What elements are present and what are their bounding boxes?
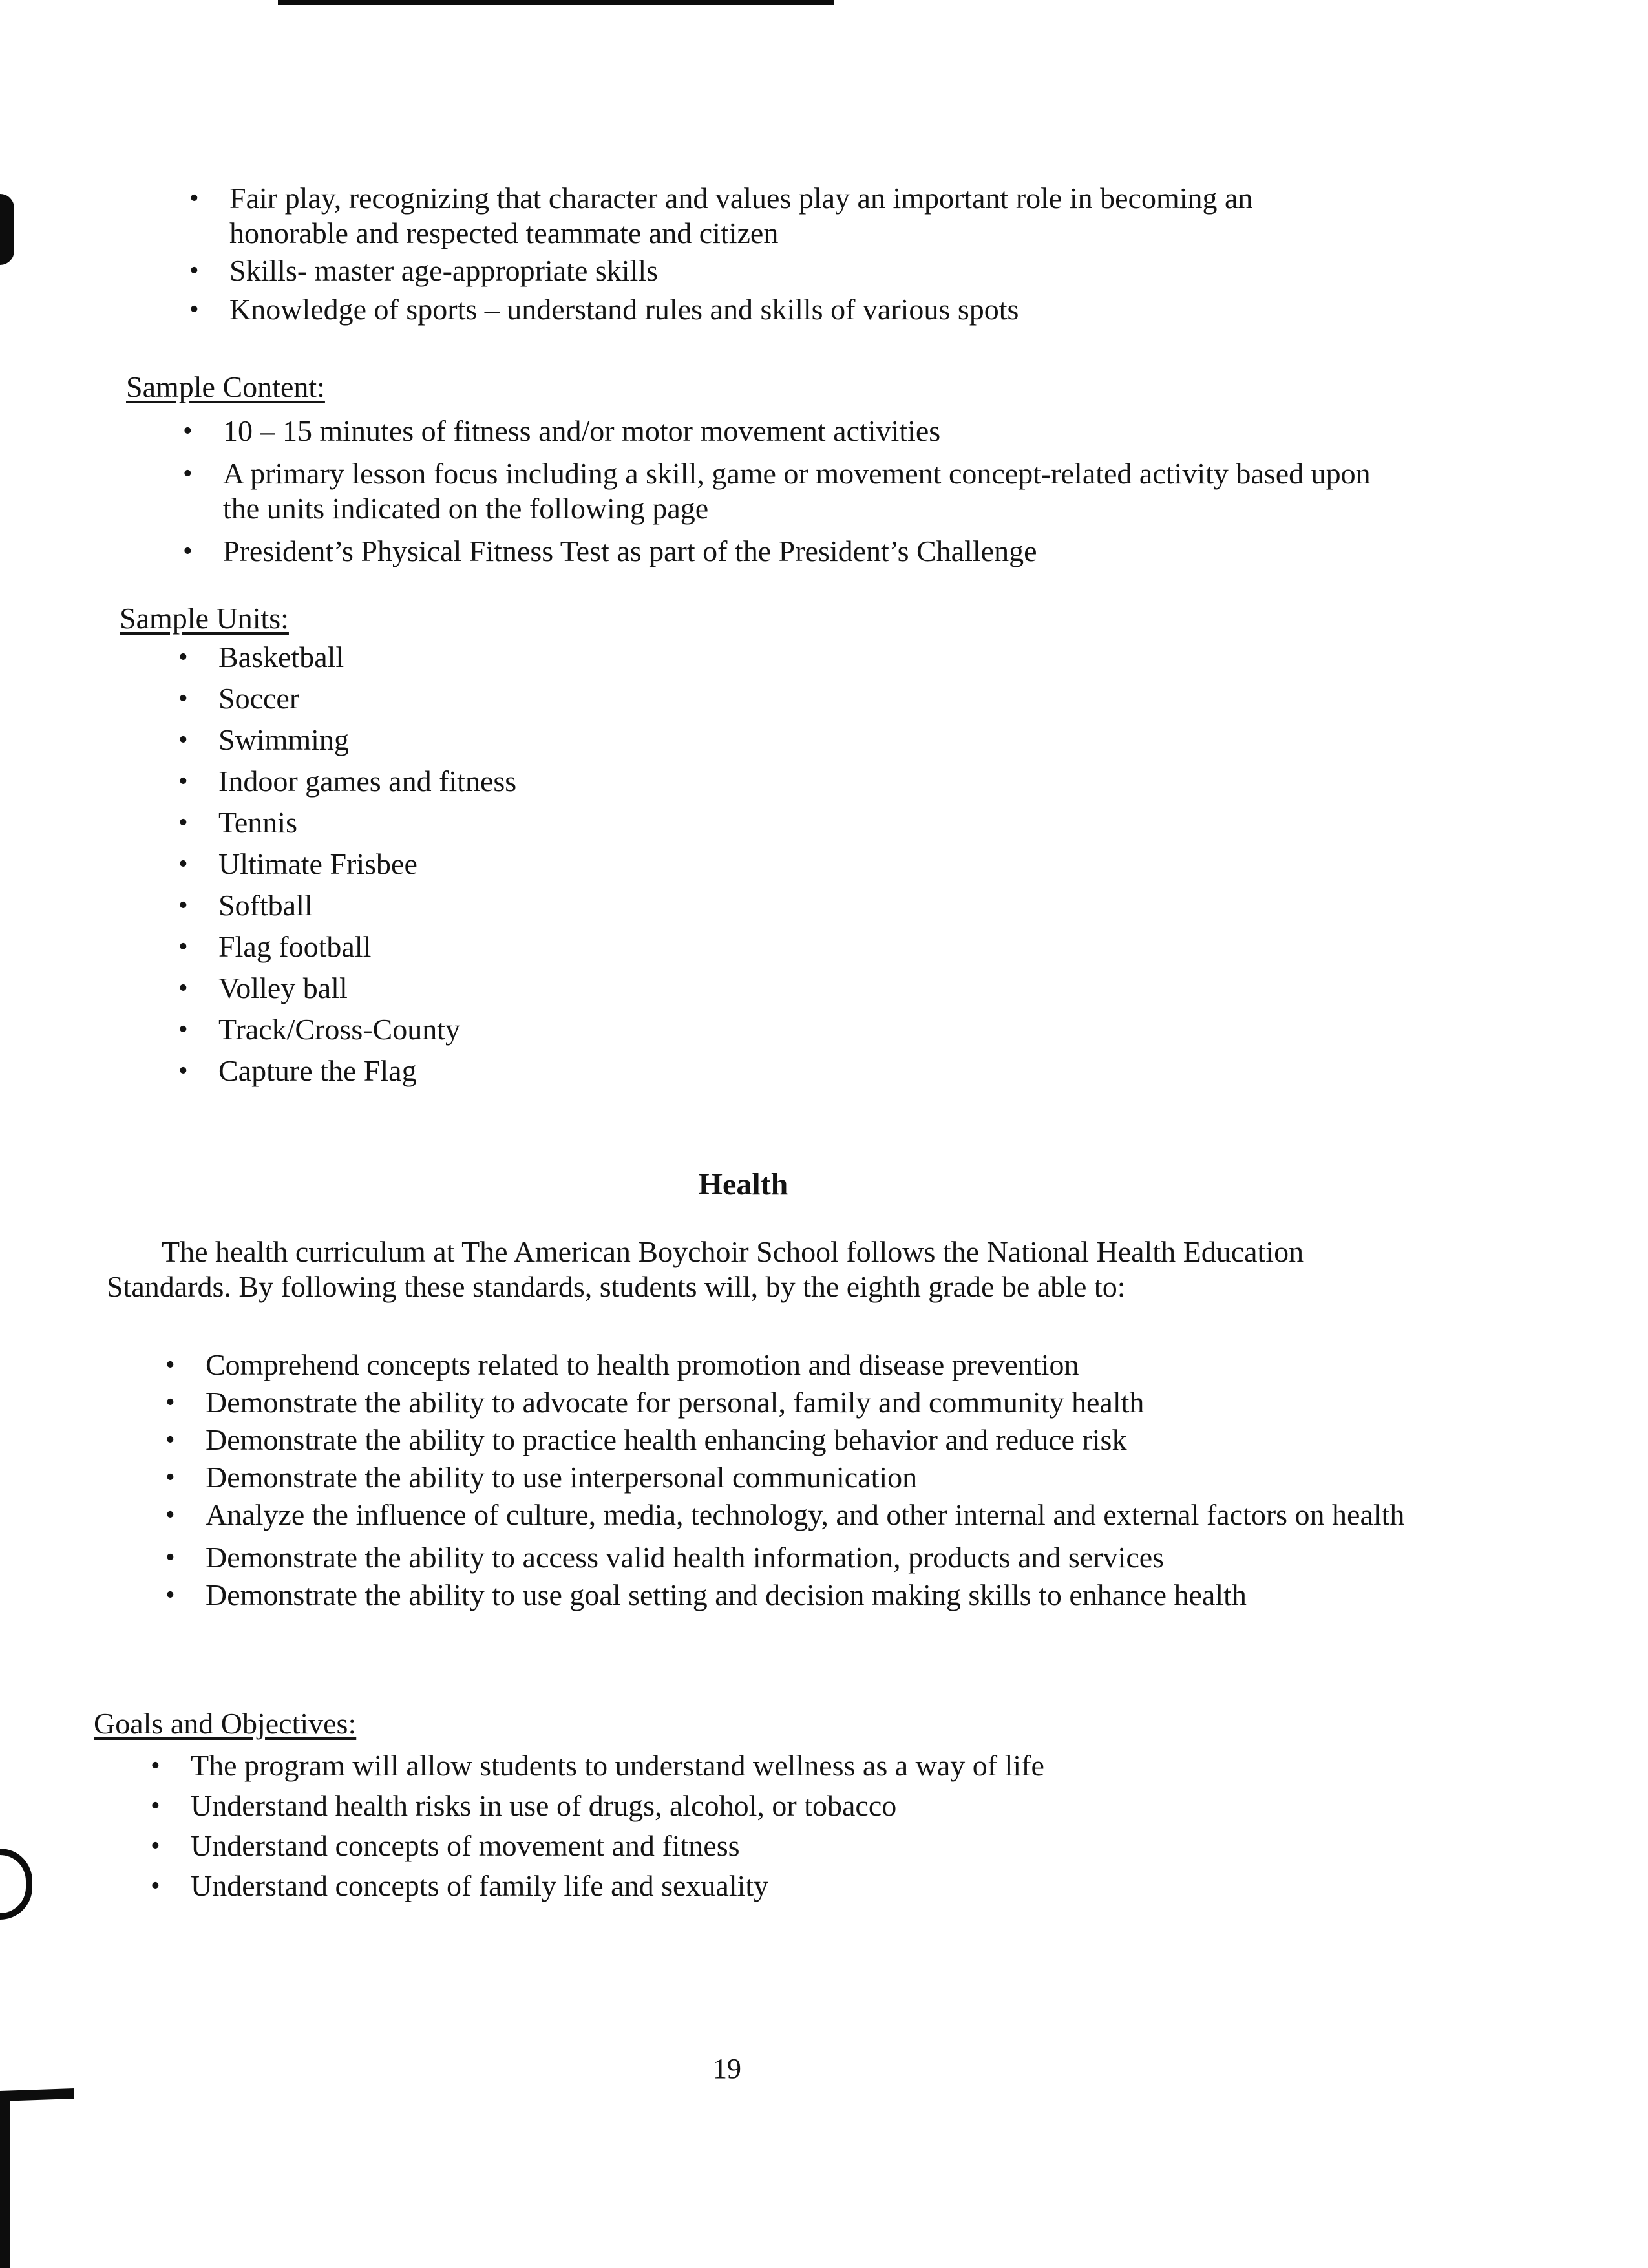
- list-item: • Understand concepts of family life and sexuality: [151, 1869, 769, 1902]
- list-item: • Knowledge of sports – understand rules and skills of various spots: [189, 293, 1019, 326]
- goals-objectives-heading: Goals and Objectives:: [94, 1707, 357, 1740]
- list-item: • Comprehend concepts related to health promotion and disease prevention: [165, 1348, 1079, 1381]
- sample-content-list-container: [183, 414, 1406, 575]
- list-item: • Understand health risks in use of drugs, alcohol, or tobacco: [151, 1789, 897, 1822]
- list-item: • Demonstrate the ability to practice health enhancing behavior and reduce risk: [165, 1423, 1127, 1456]
- list-item: • Understand concepts of movement and fitness: [151, 1829, 740, 1862]
- health-section-title: Health: [698, 1167, 788, 1202]
- goals-list-container: [151, 1748, 1354, 1910]
- list-item: • Track/Cross-County: [178, 1013, 460, 1046]
- scan-corner-horizontal: [0, 2088, 74, 2101]
- list-item: • Skills- master age-appropriate skills: [189, 254, 659, 287]
- health-intro-paragraph: The health curriculum at The American Boychoir School follows the National Health Education Standards. By following these standards, students will, by the eighth grade be able to:: [107, 1235, 1304, 1303]
- list-item: • Demonstrate the ability to use interpersonal communication: [165, 1461, 918, 1494]
- sample-content-heading: Sample Content:: [126, 370, 325, 403]
- list-item: • Swimming: [178, 723, 349, 756]
- scan-top-rule: [278, 0, 834, 5]
- binder-hole-mark-bottom: [0, 1849, 32, 1920]
- top-bullet-list-container: [189, 181, 1360, 334]
- list-item: • 10 – 15 minutes of fitness and/or motor movement activities: [183, 414, 941, 447]
- list-item: • The program will allow students to understand wellness as a way of life: [151, 1749, 1044, 1782]
- list-item: • Indoor games and fitness: [178, 765, 517, 798]
- health-standards-list: [165, 1348, 1408, 1613]
- health-standards-list-container: [165, 1348, 1408, 1619]
- goals-list: [151, 1748, 1354, 1903]
- sample-units-heading: Sample Units:: [120, 602, 289, 635]
- list-item: • Capture the Flag: [178, 1054, 417, 1087]
- scan-corner-vertical: [0, 2094, 10, 2268]
- list-item: • Demonstrate the ability to access valid health information, products and services: [165, 1541, 1165, 1574]
- list-item: • Soccer: [178, 682, 300, 715]
- list-item: • A primary lesson focus including a skill, game or movement concept-related activity based upon the units indicated on the following page: [183, 457, 1371, 525]
- binder-hole-mark-top: [0, 194, 14, 265]
- top-bullet-list: [189, 181, 1360, 327]
- list-item: • Tennis: [178, 806, 297, 839]
- list-item: • Demonstrate the ability to advocate for personal, family and community health: [165, 1386, 1145, 1419]
- list-item: • Softball: [178, 889, 313, 922]
- list-item: • President’s Physical Fitness Test as part of the President’s Challenge: [183, 535, 1037, 567]
- list-item: • Fair play, recognizing that character and values play an important role in becoming an honorable and respected teammate and citizen: [189, 182, 1253, 249]
- list-item: • Analyze the influence of culture, media, technology, and other internal and external factors on health: [165, 1498, 1405, 1531]
- list-item: • Flag football: [178, 930, 372, 963]
- page-number: 19: [713, 2053, 741, 2084]
- list-item: • Ultimate Frisbee: [178, 847, 417, 880]
- list-item: • Volley ball: [178, 971, 348, 1004]
- sample-units-list: [178, 640, 994, 1088]
- list-item: • Demonstrate the ability to use goal setting and decision making skills to enhance health: [165, 1578, 1247, 1611]
- sample-units-list-container: [178, 640, 994, 1095]
- sample-content-list: [183, 414, 1406, 569]
- list-item: • Basketball: [178, 641, 344, 673]
